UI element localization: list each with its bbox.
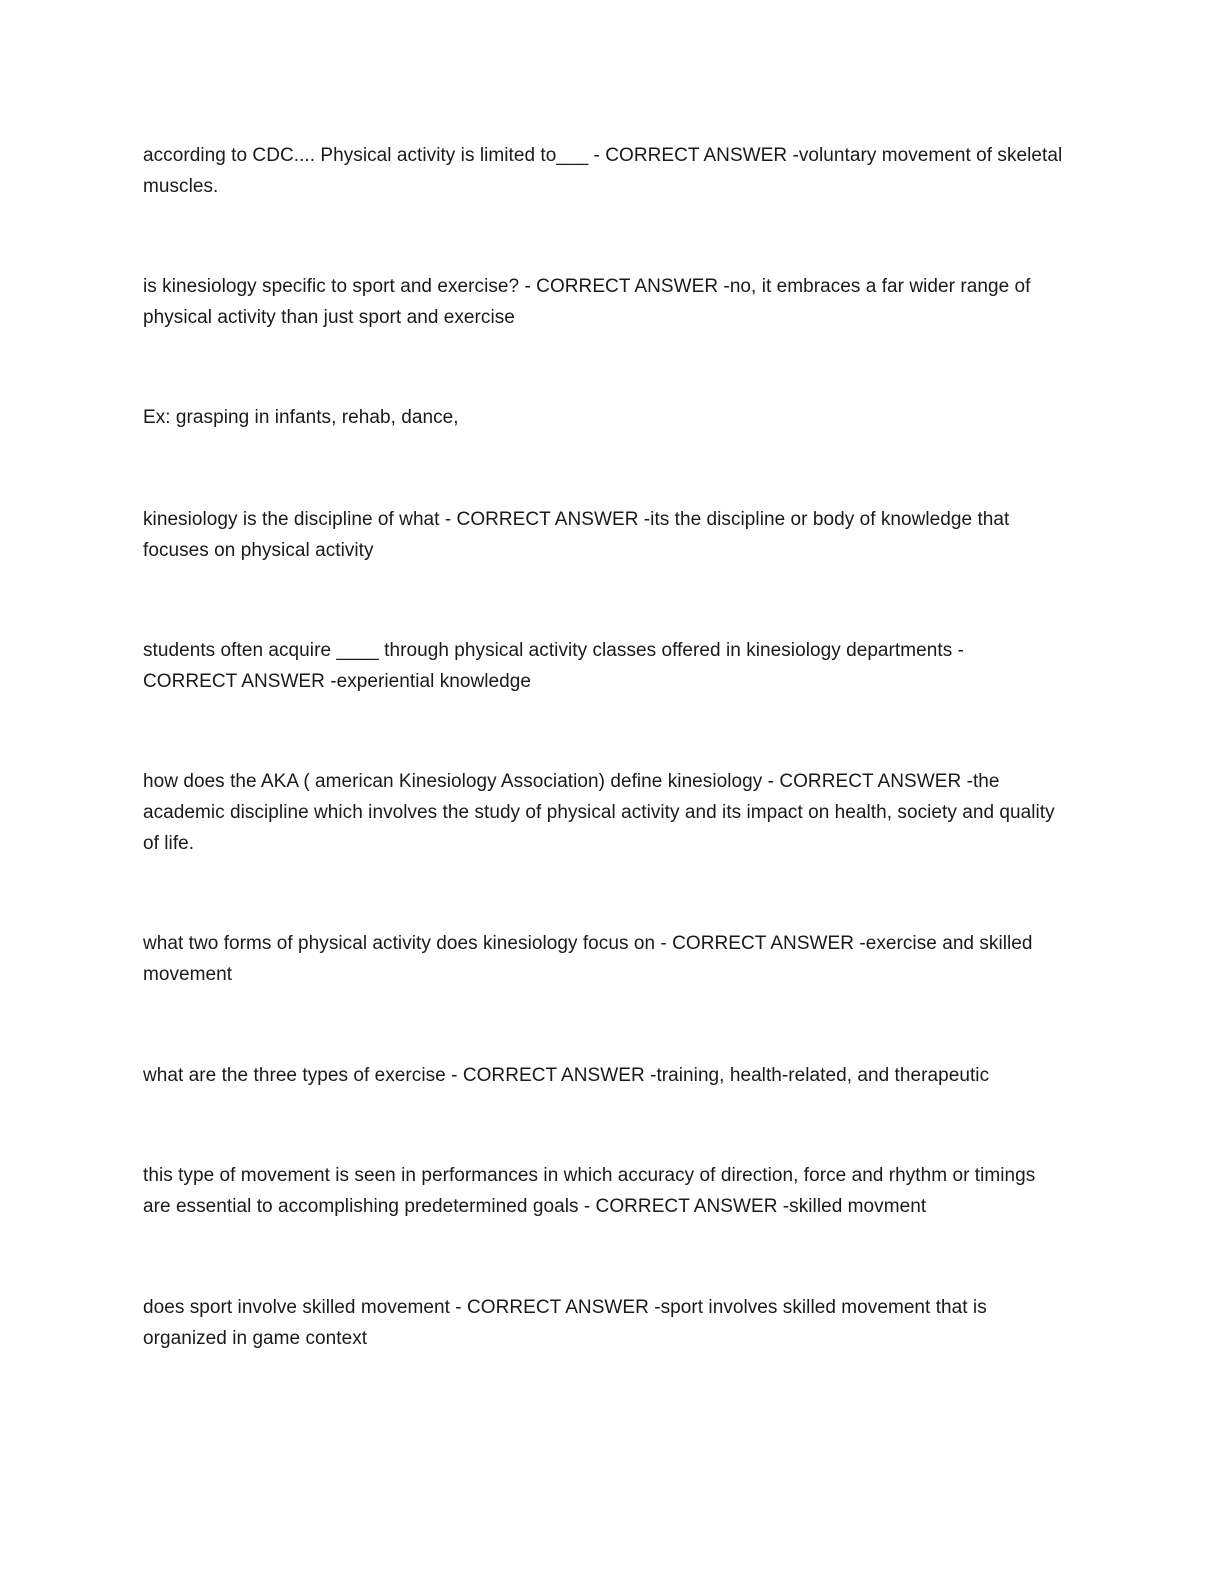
qa-item-three-types: what are the three types of exercise - CORRECT ANSWER -training, health-related, and therapeutic (143, 1065, 990, 1086)
qa-item-aka-definition: how does the AKA ( american Kinesiology Association) define kinesiology - CORRECT ANSWER -the academic discipline which involves the study of physical activity and its impact on health, society and quality of life. (143, 771, 1055, 854)
example-line: Ex: grasping in infants, rehab, dance, (143, 407, 459, 428)
qa-item-experiential-knowledge: students often acquire ____ through physical activity classes offered in kinesiology departments - CORRECT ANSWER -experiential knowledge (143, 640, 964, 692)
qa-item-sport-skilled: does sport involve skilled movement - CORRECT ANSWER -sport involves skilled movement that is organized in game context (143, 1297, 987, 1349)
qa-item-two-forms: what two forms of physical activity does kinesiology focus on - CORRECT ANSWER -exercise and skilled movement (143, 933, 1033, 985)
qa-item-skilled-movement: this type of movement is seen in performances in which accuracy of direction, force and rhythm or timings are essential to accomplishing predetermined goals - CORRECT ANSWER -skilled movment (143, 1165, 1036, 1217)
qa-item-cdc-physical-activity: according to CDC.... Physical activity is limited to___ - CORRECT ANSWER -voluntary movement of skeletal muscles. (143, 145, 1063, 197)
qa-item-kinesiology-specific: is kinesiology specific to sport and exercise? - CORRECT ANSWER -no, it embraces a far wider range of physical activity than just sport and exercise (143, 276, 1031, 328)
qa-item-discipline: kinesiology is the discipline of what - CORRECT ANSWER -its the discipline or body of knowledge that focuses on physical activity (143, 509, 1010, 561)
